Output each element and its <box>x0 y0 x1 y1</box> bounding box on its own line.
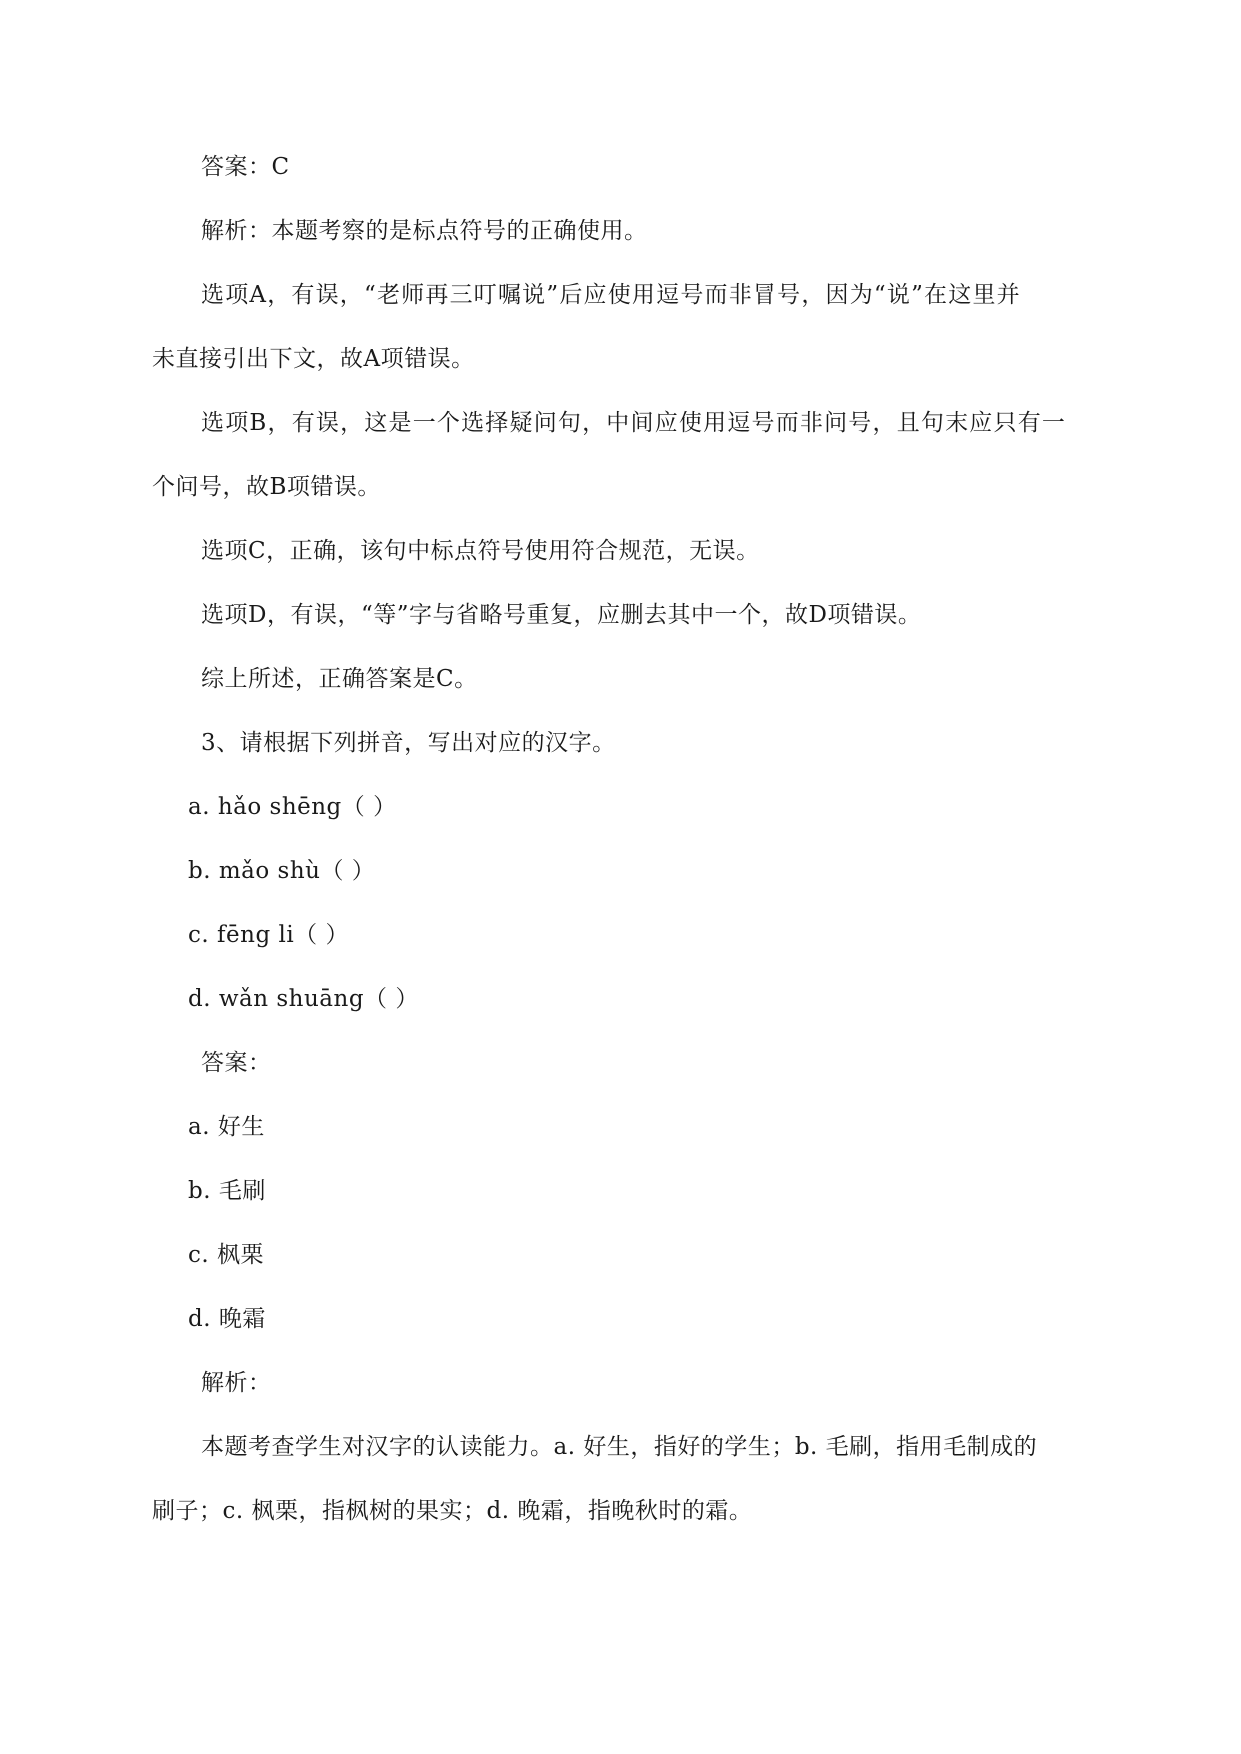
answer-heading-q3: 答案： <box>201 1050 272 1076</box>
analysis-q3-line1: 本题考查学生对汉字的认读能力。a. 好生，指好的学生；b. 毛刷，指用毛制成的 <box>201 1434 1038 1460</box>
pinyin-item-c: c. fēng li（ ） <box>188 922 349 948</box>
pinyin-item-a: a. hǎo shēng（ ） <box>188 794 397 820</box>
pinyin-item-d: d. wǎn shuāng（ ） <box>188 986 419 1012</box>
answer-item-d: d. 晚霜 <box>188 1306 266 1332</box>
analysis-option-a-line2: 未直接引出下文，故A项错误。 <box>152 346 475 372</box>
analysis-option-b-line1: 选项B，有误，这是一个选择疑问句，中间应使用逗号而非问号，且句末应只有一 <box>201 410 1067 436</box>
answer-item-b: b. 毛刷 <box>188 1178 266 1204</box>
analysis-option-d: 选项D，有误，“等”字与省略号重复，应删去其中一个，故D项错误。 <box>201 602 922 628</box>
answer-line-q2: 答案：C <box>201 154 290 180</box>
analysis-q3-line2: 刷子；c. 枫栗，指枫树的果实；d. 晚霜，指晚秋时的霜。 <box>152 1498 753 1524</box>
answer-item-c: c. 枫栗 <box>188 1242 265 1268</box>
analysis-option-b-line2: 个问号，故B项错误。 <box>152 474 381 500</box>
analysis-conclusion: 综上所述，正确答案是C。 <box>201 666 478 692</box>
analysis-option-c: 选项C，正确，该句中标点符号使用符合规范，无误。 <box>201 538 760 564</box>
analysis-option-a-line1: 选项A，有误，“老师再三叮嘱说”后应使用逗号而非冒号，因为“说”在这里并 <box>201 282 1021 308</box>
analysis-heading-q3: 解析： <box>201 1370 272 1396</box>
question-3-prompt: 3、请根据下列拼音，写出对应的汉字。 <box>201 730 616 756</box>
pinyin-item-b: b. mǎo shù（ ） <box>188 858 376 884</box>
analysis-heading-q2: 解析：本题考察的是标点符号的正确使用。 <box>201 218 648 244</box>
answer-item-a: a. 好生 <box>188 1114 265 1140</box>
